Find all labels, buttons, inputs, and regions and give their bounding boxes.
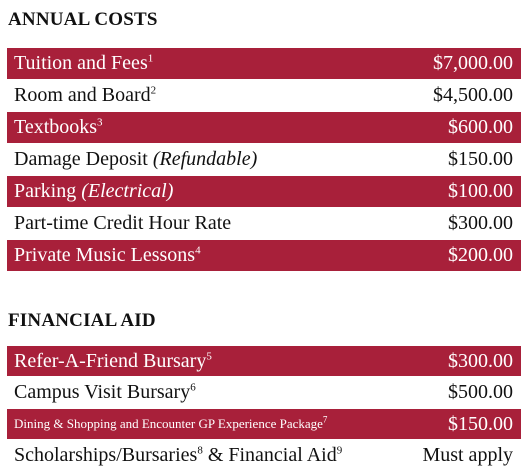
cost-label: Damage Deposit: [14, 148, 153, 170]
aid-label: Refer-A-Friend Bursary: [14, 349, 207, 372]
aid-label: Scholarships/Bursaries: [14, 443, 198, 466]
aid-label: Campus Visit Bursary: [14, 380, 191, 403]
footnote-marker: 6: [190, 380, 196, 393]
aid-label: & Financial Aid: [202, 443, 337, 466]
cost-note: (Refundable): [152, 148, 258, 170]
cost-row-room-board: [7, 80, 521, 111]
cost-label: Parking: [14, 180, 82, 202]
cost-label: Room and Board: [14, 84, 151, 106]
cost-amount: $600.00: [448, 116, 513, 138]
cost-amount: $200.00: [448, 244, 513, 266]
aid-label: Dining & Shopping and Encounter GP Experience Package: [14, 416, 323, 431]
cost-row-damage-deposit: [7, 144, 521, 175]
aid-amount: $300.00: [448, 349, 513, 372]
cost-row-parking: [7, 176, 521, 207]
cost-label: Private Music Lessons: [14, 244, 196, 266]
cost-row-textbooks: [7, 112, 521, 143]
aid-amount: Must apply: [422, 443, 513, 466]
cost-amount: $7,000.00: [433, 52, 513, 74]
aid-amount: $150.00: [448, 412, 513, 435]
footnote-marker: 2: [150, 84, 157, 97]
cost-label: Textbooks: [14, 116, 98, 138]
aid-row-dining-package: [7, 409, 521, 439]
footnote-marker: 7: [322, 414, 328, 425]
cost-note: (Electrical): [81, 180, 174, 202]
footnote-marker: 8: [197, 443, 203, 456]
cost-row-music-lessons: [7, 240, 521, 271]
aid-row-scholarships: [7, 440, 521, 470]
footnote-marker: 3: [97, 116, 103, 129]
cost-amount: $4,500.00: [433, 84, 513, 106]
financial-aid-heading: FINANCIAL AID: [8, 310, 156, 331]
aid-row-campus-visit: [7, 377, 521, 407]
cost-label: Part-time Credit Hour Rate: [14, 212, 232, 234]
cost-amount: $150.00: [448, 148, 513, 170]
cost-row-tuition: [7, 48, 521, 79]
aid-amount: $500.00: [448, 380, 513, 403]
footnote-marker: 9: [336, 443, 343, 456]
aid-row-refer-a-friend: [7, 346, 521, 376]
cost-row-credit-hour: [7, 208, 521, 239]
cost-label: Tuition and Fees: [14, 52, 148, 74]
footnote-marker: 5: [206, 349, 212, 362]
cost-amount: $100.00: [448, 180, 513, 202]
annual-costs-heading: ANNUAL COSTS: [8, 9, 158, 30]
cost-amount: $300.00: [448, 212, 513, 234]
footnote-marker: 4: [195, 244, 201, 257]
footnote-marker: 1: [147, 52, 154, 65]
